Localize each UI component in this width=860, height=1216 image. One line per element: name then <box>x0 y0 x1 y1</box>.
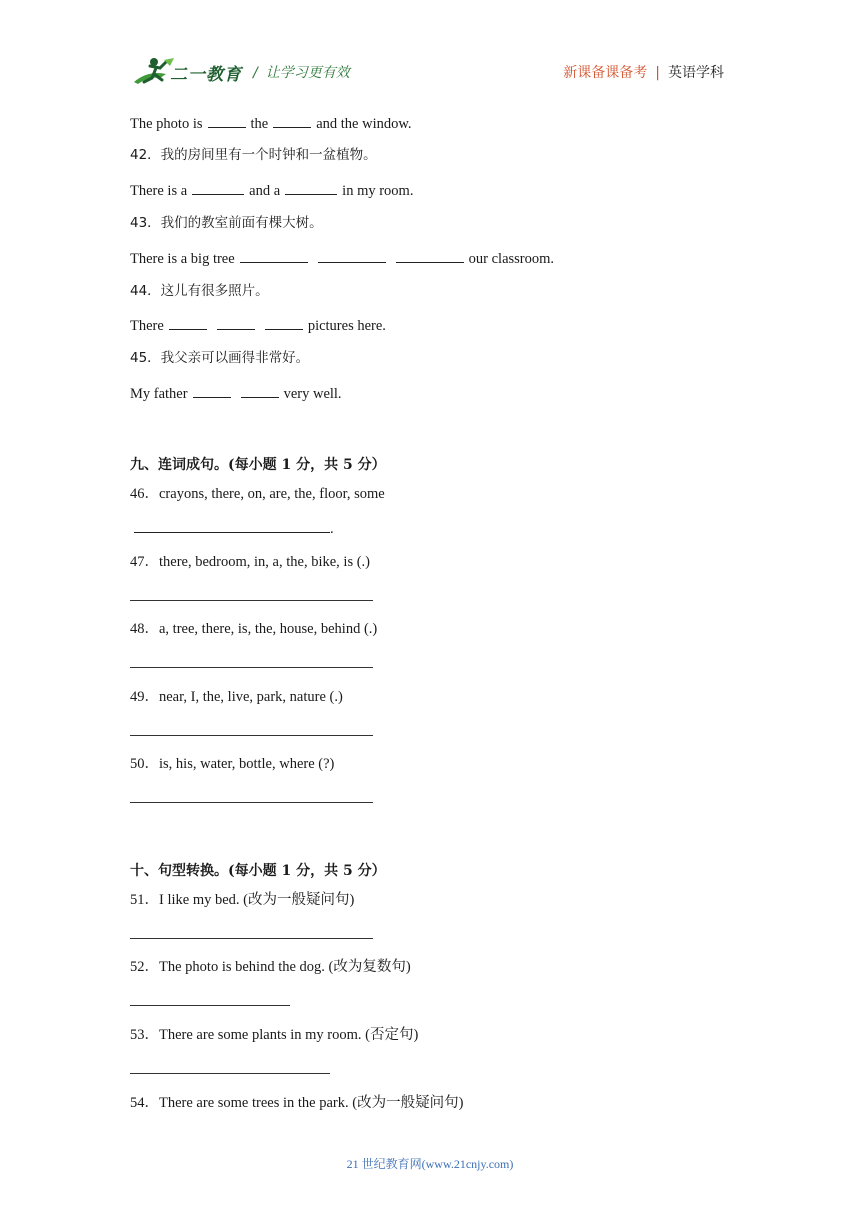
section-10-title: 十、句型转换。(每小题 1 分，共 5 分） <box>130 863 386 879</box>
page-footer: 21 世纪教育网(www.21cnjy.com) <box>346 1157 514 1171</box>
q41-mid: the <box>250 116 269 132</box>
q42-post: in my room. <box>342 183 414 199</box>
header-label-course: 新课备课备考 <box>563 65 648 81</box>
q44-prompt: 44．这儿有很多照片。 <box>130 283 269 299</box>
q50-answer-line[interactable] <box>130 802 373 803</box>
fill-blank[interactable] <box>273 114 311 128</box>
header-slogan: / 让学习更有效 <box>253 65 350 81</box>
section-9-title: 九、连词成句。(每小题 1 分，共 5 分） <box>130 457 386 473</box>
q41-pre: The photo is <box>130 116 203 132</box>
header-label-subject: 英语学科 <box>668 65 724 81</box>
q48-answer-line[interactable] <box>130 667 373 668</box>
fill-blank[interactable] <box>192 181 244 195</box>
header-right <box>563 62 724 82</box>
q44-answer-line <box>130 316 386 335</box>
q42-answer-line <box>130 181 413 200</box>
q43-pre: There is a big tree <box>130 251 235 267</box>
q46-period: . <box>330 521 334 537</box>
q47-answer-line[interactable] <box>130 600 373 601</box>
q42-mid: and a <box>249 183 281 199</box>
fill-blank[interactable] <box>396 249 464 263</box>
q51-answer-line[interactable] <box>130 938 373 939</box>
page-header <box>130 52 730 92</box>
q49-prompt: 49．near, I, the, live, park, nature (.) <box>130 689 343 705</box>
fill-blank[interactable] <box>208 114 246 128</box>
q43-prompt: 43．我们的教室前面有棵大树。 <box>130 215 323 231</box>
q42-prompt: 42．我的房间里有一个时钟和一盆植物。 <box>130 147 377 163</box>
q41-post: and the window. <box>316 116 412 132</box>
header-separator: | <box>655 65 660 81</box>
q44-post: pictures here. <box>307 318 386 334</box>
logo-text: 二一教育 <box>170 65 242 85</box>
q46-prompt: 46．crayons, there, on, are, the, floor, some <box>130 486 385 502</box>
q41-answer-line <box>130 114 412 133</box>
q43-post: our classroom. <box>468 251 555 267</box>
q50-prompt: 50．is, his, water, bottle, where (?) <box>130 756 335 772</box>
q43-answer-line <box>130 249 554 268</box>
slogan-text: 让学习更有效 <box>265 65 350 81</box>
fill-blank[interactable] <box>240 249 308 263</box>
fill-blank[interactable] <box>241 384 279 398</box>
q53-answer-line[interactable] <box>130 1073 330 1074</box>
fill-blank[interactable] <box>193 384 231 398</box>
q45-pre: My father <box>130 386 188 402</box>
fill-blank[interactable] <box>265 316 303 330</box>
q44-pre: There <box>130 318 164 334</box>
q45-post: very well. <box>283 386 342 402</box>
q42-pre: There is a <box>130 183 188 199</box>
q54-prompt: 54．There are some trees in the park. (改为一般疑问句) <box>130 1095 464 1111</box>
q46-answer-line <box>134 519 334 538</box>
fill-blank[interactable] <box>217 316 255 330</box>
q45-answer-line <box>130 384 342 403</box>
q53-prompt: 53．There are some plants in my room. (否定句) <box>130 1027 419 1043</box>
q52-prompt: 52．The photo is behind the dog. (改为复数句) <box>130 959 411 975</box>
q51-prompt: 51．I like my bed. (改为一般疑问句) <box>130 892 355 908</box>
q49-answer-line[interactable] <box>130 735 373 736</box>
q52-answer-line[interactable] <box>130 1005 290 1006</box>
fill-blank[interactable] <box>285 181 337 195</box>
q45-prompt: 45．我父亲可以画得非常好。 <box>130 350 310 366</box>
fill-blank[interactable] <box>169 316 207 330</box>
q47-prompt: 47．there, bedroom, in, a, the, bike, is (.) <box>130 554 370 570</box>
answer-blank[interactable] <box>134 519 330 533</box>
q48-prompt: 48．a, tree, there, is, the, house, behind (.) <box>130 621 378 637</box>
fill-blank[interactable] <box>318 249 386 263</box>
